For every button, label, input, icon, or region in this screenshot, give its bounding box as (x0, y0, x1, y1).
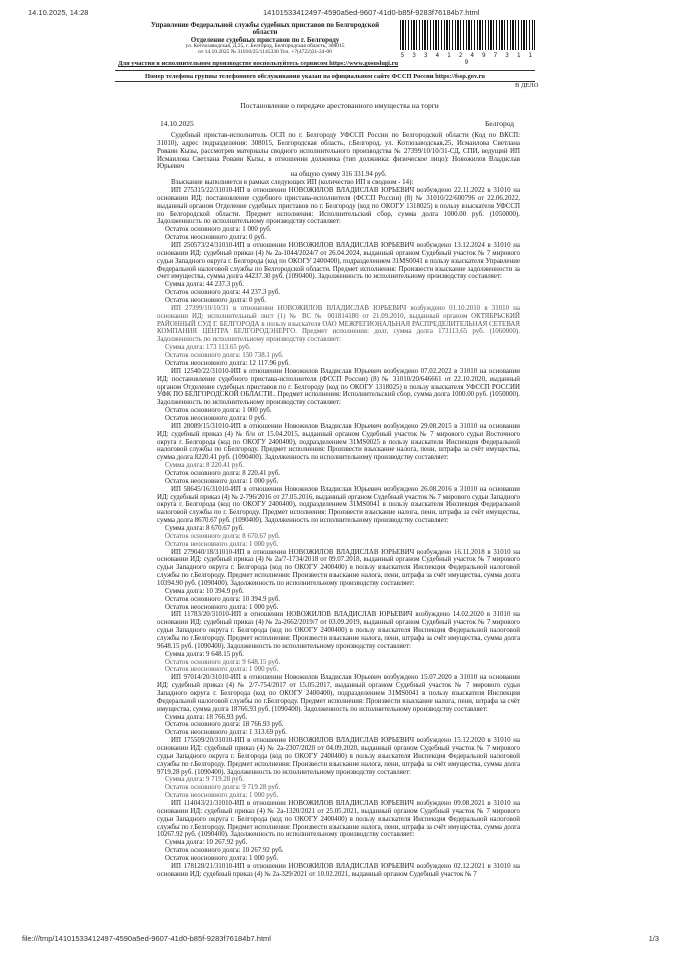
document-paragraph: ИП 250573/24/31010-ИП в отношении НОВОЖИЛОВ ВЛАДИСЛАВ ЮРЬЕВИЧ возбуждено 13.12.2024 в 31010 на основании ИД: судебный приказ (4) № 2а-1044/2024/7 от 26.04.2024, выданный органом Судебный участок № 7 мирового судьи Западного округа г. Белгорода (код по ОКОГУ 2400400), подразделением 31MS0041 в пользу взыскателя Управление Федеральной налоговой службы по Белгородской области. Предмет исполнения: Произвести взыскание задолженности за счет имущества, сумма долга 44237.30 руб. (1090400). Задолженность по исполнительному производству составляет: (157, 242, 520, 281)
document-paragraph: Остаток основного долга: 10 267.92 руб. (165, 847, 284, 855)
document-paragraph: ИП 12540/22/31010-ИП в отношении Новожилов Владислав Юрьевич возбуждено 07.02.2022 в 31010 на основании ИД: постановление судебного пристава-исполнителя (ФССП России) (8) № 31010/20/646661 от 22.10.2020, выданный органом Отделение судебных приставов по г. Белгороду (код по ОКОГУ 1318025) в пользу взыскателя УФССП РОССИИ УФК ПО БЕЛГОРОДСКОЙ ОБЛАСТИ.. Предмет исполнения: Исполнительский сбор, сумма долга 1000.00 руб. (1050000). Задолженность по исполнительному производству составляет: (157, 367, 520, 407)
document-paragraph: ИП 28089/15/31010-ИП в отношении Новожилов Владислав Юрьевич возбуждено 29.08.2015 в 31010 на основании ИД: судебный приказ (4) № б/н от 15.04.2015, выданный органом Судебный участок № 7 мирового судьи Восточного округа г. Белгорода (код по ОКОГУ 2400400), подразделением 31MS0025 в пользу взыскателя Инспекция Федеральной налоговой службы по г.Белгороду. Предмет исполнения: Произвести взыскание налога, пени, штрафа за счёт имущества, сумма долга 8220.41 руб. (1090400). Задолженность по исполнительному производству составляет: (157, 422, 520, 462)
document-paragraph: Остаток основного долга: 10 394.9 руб. (165, 595, 281, 603)
document-paragraph: Остаток основного долга: 1 000 руб. (165, 407, 272, 415)
document-paragraph: Остаток основного долга: 44 237.3 руб. (165, 289, 281, 297)
document-paragraph: Судебный пристав-исполнитель ОСП по г. Белгороду УФССП России по Белгородской области (Код по ВКСП: 31010), адрес подразделения: 308015, Белгородская область, г.Белгород, ул. Котлозаводская,25, Исмаилова Светлана Роваин Кызы, рассмотрев материалы сводного исполнительного производства № 27399/10/10/31-СД, СПИ, ведущий ИП Исмаилова Светлана Роваин Кызы, в отношении должника (тип должника: физическое лицо): Новожилов Владислав Юрьевич (157, 132, 520, 171)
vdelo-stamp: В ДЕЛО (515, 82, 539, 89)
document-paragraph: ИП 175509/20/31010-ИП в отношении НОВОЖИЛОВ ВЛАДИСЛАВ ЮРЬЕВИЧ возбуждено 15.12.2020 в 31010 на основании ИД: судебный приказ (4) № 2а-2307/2020 от 04.09.2020, выданный органом Судебный участок № 7 мирового судьи Западного округа г. Белгорода (код по ОКОГУ 2400400) в пользу взыскателя Инспекция Федеральной налоговой службы по г.Белгороду. Предмет исполнения: Произвести взыскание налога, пени, штрафа за счёт имущества, сумма долга 9719.28 руб. (1090400). Задолженность по исполнительному производству составляет: (157, 737, 520, 776)
document-paragraph: Сумма долга: 10 394.9 руб. (165, 587, 244, 595)
department-address: ул. Котлозаводская, Д.25, г. Белгород, Белгородская область, 308015 (185, 43, 345, 50)
document-paragraph: ИП 178128/21/31010-ИП в отношении НОВОЖИЛОВ ВЛАДИСЛАВ ЮРЬЕВИЧ возбуждено 02.12.2021 в 31010 на основании ИД: судебный приказ (4) № 2а-329/2021 от 10.02.2021, выданный органом Судебный участок № 7 (157, 862, 520, 878)
document-reference: от 14.10.2025 № 31010/25/1145330 Тел. +7(4722)31-24-00 (198, 48, 332, 55)
document-paragraph: Остаток неосновного долга: 1 000 руб. (165, 792, 279, 800)
print-date: 14.10.2025, 14:28 (28, 8, 89, 17)
print-url: file:///tmp/14101533412497-4590a5ed-9607-41d0-b85f-9283f76184b7.html (22, 934, 271, 943)
document-date: 14.10.2025 (160, 119, 194, 128)
document-paragraph: Сумма долга: 18 766.93 руб. (165, 713, 248, 721)
browser-print-header (0, 6, 679, 18)
divider (115, 81, 535, 82)
document-paragraph: Остаток неосновного долга: 1 000 руб. (165, 855, 279, 863)
document-paragraph: Остаток неосновного долга: 1 000 руб. (165, 477, 279, 485)
document-paragraph: ИП 97014/20/31010-ИП в отношении Новожилов Владислав Юрьевич возбуждено 15.07.2020 в 31010 на основании ИД: судебный приказ (4) № 2/7-754/2017 от 15.05.2017, выданный органом Судебный участок № 7 мирового судьи Западного округа г. Белгорода (код по ОКОГУ 2400400), подразделением 31MS0041 в пользу взыскателя Инспекция Федеральной налоговой службы по г.Белгороду. Предмет исполнения: Произвести взыскание налога, пени, штрафа за счёт имущества, сумма долга 18766.93 руб. (1090400). Задолженность по исполнительному производству составляет: (157, 674, 520, 713)
document-city: Белгород (485, 119, 515, 128)
document-paragraph: на общую сумму 316 331.94 руб. (290, 171, 387, 179)
document-paragraph: Остаток основного долга: 8 220.41 руб. (165, 469, 281, 477)
browser-print-footer (0, 932, 679, 944)
print-title: 14101533412497-4590a5ed-9607-41d0-b85f-9283f76184b7.html (263, 8, 480, 17)
document-paragraph: Остаток неосновного долга: 1 000 руб. (165, 540, 279, 548)
document-paragraph: Сумма долга: 10 267.92 руб. (165, 839, 248, 847)
document-paragraph: Остаток основного долга: 9 719.28 руб. (165, 784, 281, 792)
document-paragraph: Сумма долга: 9 719.28 руб. (165, 776, 244, 784)
barcode-image (400, 20, 535, 50)
document-paragraph: ИП 27399/10/10/31 в отношении НОВОЖИЛОВ ВЛАДИСЛАВ ЮРЬЕВИЧ возбуждено 01.10.2010 в 31010 на основании ИД: исполнительный лист (1) № ВС № 001814180 от 21.09.2010, выданный органом ОКТЯБРЬСКИЙ РАЙОННЫЙ СУД Г. БЕЛГОРОДА в пользу взыскателя ОАО МЕЖРЕГИОНАЛЬНАЯ РАСПРЕДЕЛИТЕЛЬНАЯ СЕТЕВАЯ КОМПАНИЯ ЦЕНТРА БЕЛГОРОДЭНЕРГО. Предмет исполнения: долг, сумма долга 173113.65 руб. (1060000). Задолженность по исполнительному производству составляет: (157, 304, 520, 344)
document-paragraph: ИП 58645/16/31010-ИП в отношении Новожилов Владислав Юрьевич возбуждено 26.08.2016 в 31010 на основании ИД: судебный приказ (4) № 2-796/2016 от 27.05.2016, выданный органом Судебный участок № 7 мирового судьи Западного округа г. Белгорода (код по ОКОГУ 2400400), подразделением 31MS0041 в пользу взыскателя Инспекция Федеральной налоговой службы по г. Белгороду. Предмет исполнения: Произвести взыскание налога, пени, штрафа за счёт имущества, сумма долга 8670.67 руб. (1090400). Задолженность по исполнительному производству составляет: (157, 485, 520, 525)
gosuslugi-notice: Для участия в исполнительном производстве воспользуйтесь сервисом https://www.gosuslugi.ru (118, 60, 399, 67)
agency-region: области (252, 28, 278, 37)
document-paragraph: Остаток неосновного долга: 1 000 руб. (165, 666, 279, 674)
document-paragraph: Остаток неосновного долга: 0 руб. (165, 414, 267, 422)
document-body (157, 132, 520, 879)
document-paragraph: Остаток неосновного долга: 12 117.96 руб. (165, 359, 290, 367)
document-title: Постановление о передаче арестованного имущества на торги (240, 101, 439, 110)
barcode-number: 5 3 3 4 1 2 4 9 7 3 1 1 9 (400, 52, 535, 66)
document-paragraph: ИП 275315/22/31010-ИП в отношении НОВОЖИЛОВ ВЛАДИСЛАВ ЮРЬЕВИЧ возбуждено 22.11.2022 в 31010 на основании ИД: постановление судебного пристава-исполнителя (ФССП России) (8) № 31010/22/600796 от 22.06.2022, выданный органом Отделение судебных приставов по г. Белгороду (код по ОКОГУ 1318025) в пользу взыскателя УФССП по Белгородской области. Предмет исполнения: Исполнительский сбор, сумма долга 1000.00 руб. (1050000). Задолженность по исполнительному производству составляет: (157, 187, 520, 226)
document-paragraph: Остаток неосновного долга: 0 руб. (165, 234, 267, 242)
agency-header (130, 22, 400, 56)
document-paragraph: Сумма долга: 8 220.41 руб. (165, 462, 244, 470)
document-paragraph: Сумма долга: 9 648.15 руб. (165, 650, 244, 658)
phone-notice: Номер телефона группы телефонного обслуживания указан на официальном сайте ФССП России https://fssp.gov.ru (145, 73, 485, 80)
document-paragraph: Остаток основного долга: 18 766.93 руб. (165, 721, 284, 729)
document-paragraph: ИП 114043/21/31010-ИП в отношении НОВОЖИЛОВ ВЛАДИСЛАВ ЮРЬЕВИЧ возбуждено 09.08.2021 в 31010 на основании ИД: судебный приказ (4) № 2а-1320/2021 от 25.05.2021, выданный органом Судебный участок № 7 мирового судьи Западного округа г. Белгорода (код по ОКОГУ 2400400) в пользу взыскателя Инспекция Федеральной налоговой службы по г.Белгороду. Предмет исполнения: Произвести взыскание налога, пени, штрафа за счёт имущества, сумма долга 10267.92 руб. (1090400). Задолженность по исполнительному производству составляет: (157, 800, 520, 839)
document-paragraph: Остаток неосновного долга: 1 000 руб. (165, 603, 279, 611)
document-paragraph: ИП 11783/20/31010-ИП в отношении НОВОЖИЛОВ ВЛАДИСЛАВ ЮРЬЕВИЧ возбуждено 14.02.2020 в 31010 на основании ИД: судебный приказ (4) № 2а-2662/2019/7 от 03.09.2019, выданный органом Судебный участок № 7 мирового судьи Западного округа г. Белгорода (код по ОКОГУ 2400400) в пользу взыскателя Инспекция Федеральной налоговой службы по г.Белгороду. Предмет исполнения: Произвести взыскание налога, пени, штрафа за счёт имущества, сумма долга 9648.15 руб. (1090400). Задолженность по исполнительному производству составляет: (157, 611, 520, 650)
document-paragraph: ИП 279040/18/31010-ИП в отношении НОВОЖИЛОВ ВЛАДИСЛАВ ЮРЬЕВИЧ возбуждено 16.11.2018 в 31010 на основании ИД: судебный приказ (4) № 2а/7-1734/2018 от 09.07.2018, выданный органом Судебный участок № 7 мирового судьи Западного округа г. Белгорода (код по ОКОГУ 2400400) в пользу взыскателя Инспекция Федеральной налоговой службы по г.Белгороду. Предмет исполнения: Произвести взыскание налога, пени, штрафа за счёт имущества, сумма долга 10394.90 руб. (1090400). Задолженность по исполнительному производству составляет: (157, 548, 520, 587)
document-paragraph: Сумма долга: 44 237.3 руб. (165, 281, 244, 289)
document-paragraph: Взыскание выполняется в рамках следующих ИП (количество ИП в сводном - 14): (171, 179, 414, 187)
print-page-number: 1/3 (648, 934, 659, 943)
document-paragraph: Остаток основного долга: 9 648.15 руб. (165, 658, 281, 666)
document-paragraph: Остаток основного долга: 1 000 руб. (165, 226, 272, 234)
document-paragraph: Остаток неосновного долга: 0 руб. (165, 297, 267, 305)
document-paragraph: Остаток основного долга: 150 738.1 руб. (165, 352, 284, 360)
department-name: Отделение судебных приставов по г. Белгороду (190, 35, 340, 44)
document-paragraph: Сумма долга: 8 670.67 руб. (165, 524, 244, 532)
divider (115, 70, 535, 71)
agency-name: Управление Федеральной службы судебных приставов по Белгородской (150, 21, 380, 29)
document-paragraph: Остаток неосновного долга: 1 313.69 руб. (165, 729, 287, 737)
document-paragraph: Сумма долга: 173 113.65 руб. (165, 344, 251, 352)
document-paragraph: Остаток основного долга: 8 670.67 руб. (165, 532, 281, 540)
